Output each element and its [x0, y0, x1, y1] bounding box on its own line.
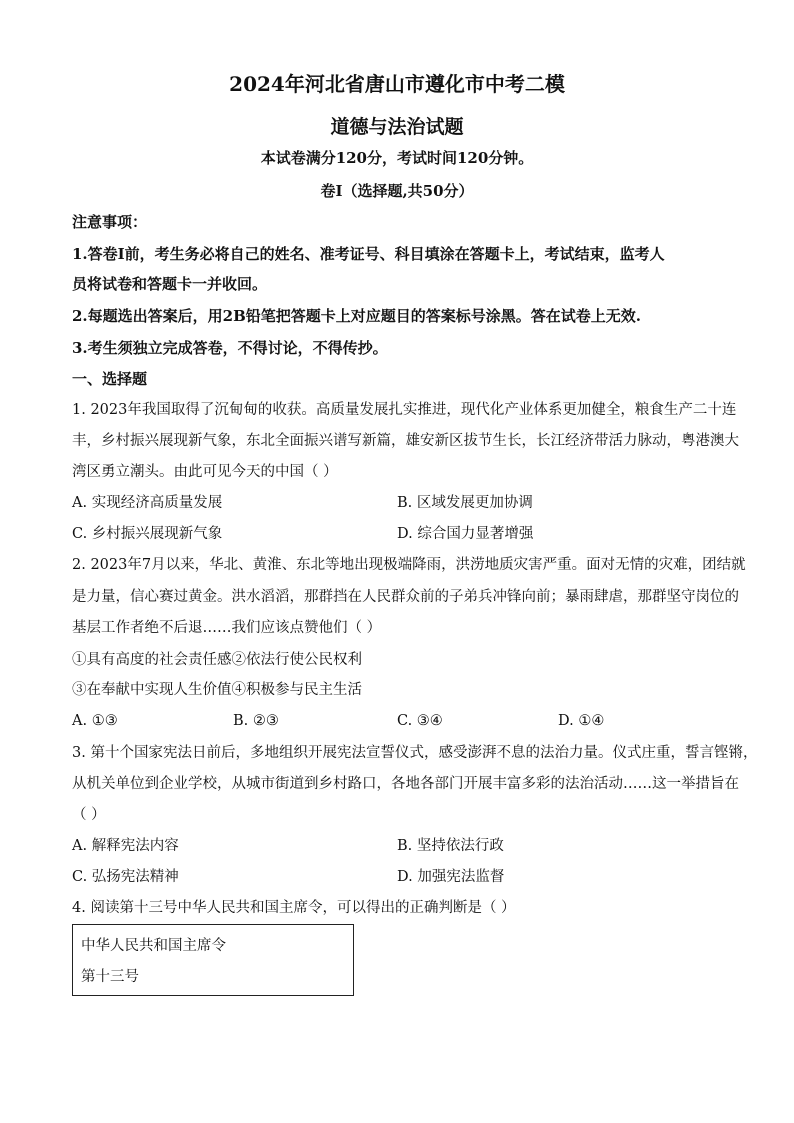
- volume-heading: 卷Ⅰ（选择题,共50分）: [320, 182, 474, 200]
- q3-option-d[interactable]: D. 加强宪法监督: [397, 869, 505, 885]
- q3-stem-line-2: 从机关单位到企业学校，从城市街道到乡村路口，各地各部门开展丰富多彩的法治活动……这一举措旨在: [72, 776, 739, 792]
- q2-option-d[interactable]: D. ①④: [558, 713, 605, 729]
- q2-stem-line-2: 是力量，信心赛过黄金。洪水滔滔，那群挡在人民群众前的子弟兵冲锋向前；暴雨肆虐，那群坚守岗位的: [72, 589, 739, 605]
- q1-option-d[interactable]: D. 综合国力显著增强: [397, 526, 534, 542]
- q2-option-b[interactable]: B. ②③: [233, 713, 279, 729]
- score-time-note: 本试卷满分120分，考试时间120分钟。: [260, 149, 534, 167]
- note-item-1-line-1: 1.答卷Ⅰ前，考生务必将自己的姓名、准考证号、科目填涂在答题卡上，考试结束，监考人: [72, 245, 665, 263]
- note-item-1-line-2: 员将试卷和答题卡一并收回。: [72, 275, 268, 293]
- q2-option-c[interactable]: C. ③④: [397, 713, 443, 729]
- q1-stem-line-2: 丰，乡村振兴展现新气象，东北全面振兴谱写新篇，雄安新区拔节生长，长江经济带活力脉动，粤港澳大: [72, 433, 739, 449]
- q3-option-c[interactable]: C. 弘扬宪法精神: [72, 869, 179, 885]
- q3-option-a[interactable]: A. 解释宪法内容: [72, 838, 179, 854]
- q1-stem-line-3: 湾区勇立潮头。由此可见今天的中国（ ）: [72, 464, 338, 480]
- notes-heading: 注意事项：: [72, 213, 148, 231]
- q2-stem-line-1: 2. 2023年7月以来，华北、黄淮、东北等地出现极端降雨，洪涝地质灾害严重。面对无情的灾难，团结就: [72, 557, 746, 573]
- q4-stem: 4. 阅读第十三号中华人民共和国主席令，可以得出的正确判断是（ ）: [72, 900, 516, 916]
- q2-statements-line-2: ③在奉献中实现人生价值④积极参与民主生活: [72, 682, 362, 698]
- note-item-2: 2.每题选出答案后，用2B铅笔把答题卡上对应题目的答案标号涂黑。答在试卷上无效.: [72, 307, 642, 325]
- q1-stem-line-1: 1. 2023年我国取得了沉甸甸的收获。高质量发展扎实推进，现代化产业体系更加健全，粮食生产二十连: [72, 402, 737, 418]
- q1-option-a[interactable]: A. 实现经济高质量发展: [72, 495, 223, 511]
- exam-subject: 道德与法治试题: [330, 116, 464, 138]
- q3-option-b[interactable]: B. 坚持依法行政: [397, 838, 504, 854]
- q4-box-line-1: 中华人民共和国主席令: [81, 938, 226, 954]
- note-item-3: 3.考生须独立完成答卷，不得讨论，不得传抄。: [72, 339, 388, 357]
- q4-material-box: [72, 924, 354, 996]
- q2-option-a[interactable]: A. ①③: [72, 713, 118, 729]
- section-heading: 一、选择题: [72, 370, 148, 388]
- q2-statements-line-1: ①具有高度的社会责任感②依法行使公民权利: [72, 652, 362, 668]
- q1-option-c[interactable]: C. 乡村振兴展现新气象: [72, 526, 223, 542]
- q3-stem-line-1: 3. 第十个国家宪法日前后，多地组织开展宪法宣誓仪式，感受澎湃不息的法治力量。仪式庄重，誓言铿锵，: [72, 745, 758, 761]
- q3-stem-line-3: （ ）: [72, 807, 106, 823]
- exam-title: 2024年河北省唐山市遵化市中考二模: [229, 72, 565, 96]
- q4-box-line-2: 第十三号: [81, 969, 139, 985]
- q1-option-b[interactable]: B. 区域发展更加协调: [397, 495, 533, 511]
- q2-stem-line-3: 基层工作者绝不后退……我们应该点赞他们（ ）: [72, 620, 382, 636]
